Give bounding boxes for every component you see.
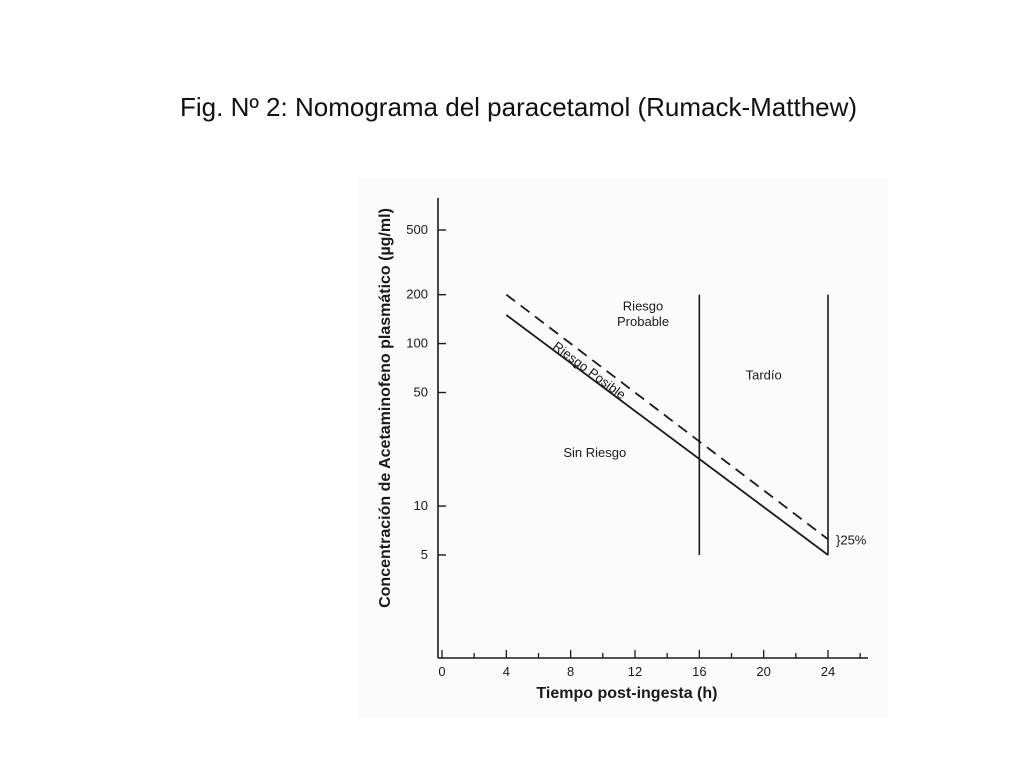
x-tick-label: 24 [820,664,836,679]
dashed-threshold-line [506,295,828,540]
sin-riesgo-label: Sin Riesgo [563,445,627,461]
y-tick-label: 50 [413,384,428,400]
y-tick-label: 5 [420,547,428,562]
y-tick-label: 100 [406,335,428,351]
riesgo-probable-label: Riesgo [622,298,664,314]
percent-25-label: }25% [836,532,867,548]
riesgo-posible-label: Riesgo Posible [550,338,629,403]
nomogram-chart [358,178,888,718]
x-tick-label: 16 [692,664,707,679]
riesgo-probable-label: Probable [617,314,670,330]
x-tick-label: 20 [756,664,771,679]
x-tick-label: 4 [502,664,510,679]
y-tick-label: 10 [413,498,428,514]
x-tick-label: 0 [438,664,446,679]
x-tick-label: 12 [627,664,643,679]
x-axis-label: Tiempo post-ingesta (h) [536,685,718,702]
y-axis-label: Concentración de Acetaminofeno plasmático (µg/ml) [377,208,394,608]
y-tick-label: 200 [406,286,428,302]
figure-title: Fig. Nº 2: Nomograma del paracetamol (Rumack-Matthew) [180,92,858,122]
y-tick-label: 500 [406,222,428,237]
x-tick-label: 8 [567,664,575,679]
chart-area [358,178,888,718]
tardio-label: Tardío [745,367,782,383]
